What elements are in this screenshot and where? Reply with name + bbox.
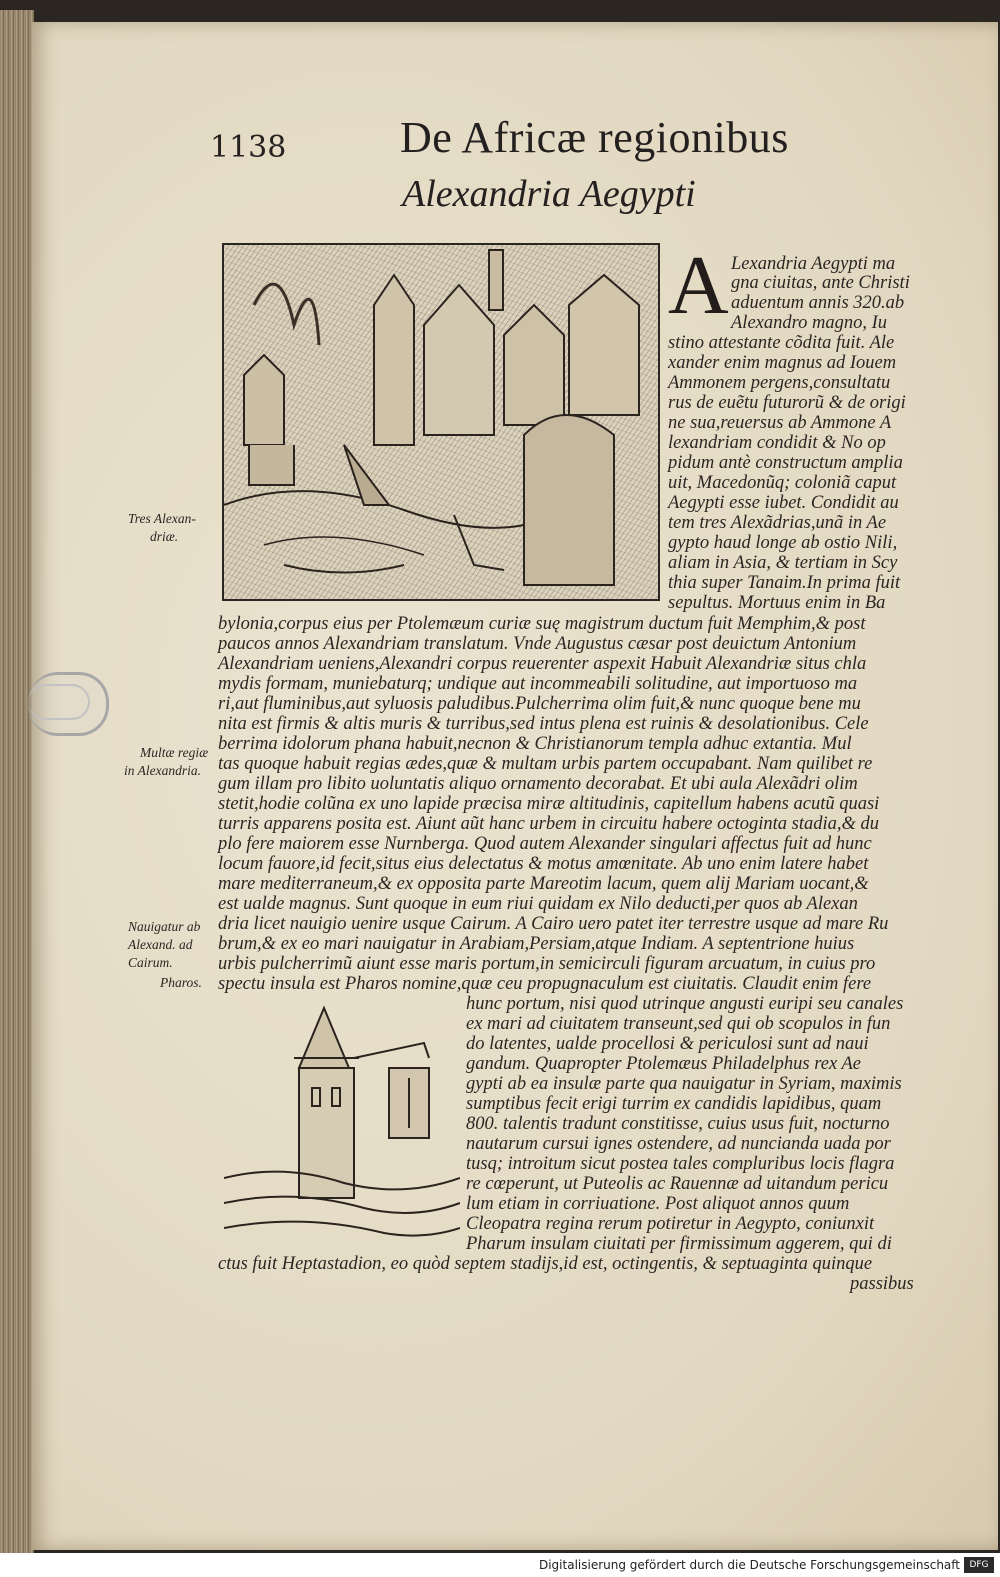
text-line: spectu insula est Pharos nomine,quæ ceu propugnaculum est ciuitatis. Claudit enim fere (218, 974, 872, 994)
text-line: aduentum annis 320.ab (731, 293, 905, 313)
text-line: ri,aut fluminibus,aut syluosis paludibus.Pulcherrima olim fuit,& nunc quoque bene mu (218, 694, 861, 714)
text-line: gypto haud longe ab ostio Nili, (668, 533, 898, 553)
text-line: Pharum insulam ciuitati per firmissimum aggerem, qui di (466, 1234, 892, 1254)
text-line: Alexandro magno, Iu (731, 313, 888, 333)
marginal-note: Tres Alexan- (128, 511, 196, 526)
marginal-note: Cairum. (128, 955, 173, 970)
text-line: Cleopatra regina rerum potiretur in Aegypto, coniunxit (466, 1214, 875, 1234)
text-line: stetit,hodie colũna ex uno lapide præcisa miræ altitudinis, capitellum habens acutũ quasi (218, 794, 880, 814)
text-line: xander enim magnus ad Iouem (668, 353, 897, 373)
text-line: berrima idolorum phana habuit,necnon & Christianorum templa adhuc extantia. Mul (218, 734, 852, 754)
paper-clip-inner (28, 684, 90, 720)
text-line: hunc portum, nisi quod utrinque angusti euripi seu canales (466, 994, 904, 1014)
running-head: De Africæ regionibus (400, 113, 789, 162)
marginal-note: Nauigatur ab (128, 919, 201, 934)
text-line: uit, Macedonũq; coloniã caput (668, 473, 897, 493)
text-line: dria licet nauigio uenire usque Cairum. A Cairo uero patet iter terrestre usque ad mare Ru (218, 914, 889, 934)
marginal-note: driæ. (150, 529, 179, 544)
book-edge (0, 10, 34, 1555)
footer-credit: Digitalisierung gefördert durch die Deutsche Forschungsgemeinschaft (538, 1558, 960, 1572)
text-line: Aegypti esse iubet. Condidit au (668, 493, 899, 513)
text-line: Alexandriam ueniens,Alexandri corpus reuerenter aspexit Habuit Alexandriæ situs chla (218, 654, 867, 674)
text-line: tas quoque habuit regias ædes,quæ & multam urbis partem occupabant. Nam quilibet re (218, 754, 873, 774)
marginal-note: Pharos. (160, 975, 202, 990)
text-line: sumptibus fecit erigi turrim ex candidis lapidibus, quam (466, 1094, 882, 1114)
text-line: lexandriam condidit & No op (668, 433, 886, 453)
text-line: brum,& ex eo mari nauigatur in Arabiam,Persiam,atque Indiam. A septentrione huius (218, 934, 855, 954)
text-line: mare mediterraneum,& ex opposita parte Mareotim lacum, quem alij Mariam uocant,& (218, 874, 869, 894)
footer-bar (0, 1553, 1000, 1577)
dfg-logo-icon: DFG (964, 1557, 994, 1573)
text-line: Ammonem pergens,consultatu (668, 373, 891, 393)
text-line: rus de euẽtu futurorũ & de origi (668, 393, 906, 413)
text-line: gum illam pro libito uoluntatis aliquo ornamento decorabat. Et ubi aula Alexãdri olim (218, 774, 858, 794)
page-number: 1138 (210, 130, 287, 165)
text-line: do latentes, ualde procellosi & periculosi sunt ad naui (466, 1034, 869, 1054)
text-line: ctus fuit Heptastadion, eo quòd septem stadijs,id est, octingentis, & septuaginta quinque (218, 1254, 873, 1274)
text-line: paucos annos Alexandriam translatum. Vnde Augustus cæsar post deuictum Antonium (218, 634, 857, 654)
text-line: nita est firmis & altis muris & turribus,sed intus plena est ruinis & desolationibus. Cele (218, 714, 869, 734)
text-line: thia super Tanaim.In prima fuit (668, 573, 901, 593)
text-line: gypti ab ea insulæ parte qua nauigatur in Syriam, maximis (466, 1074, 902, 1094)
text-line: bylonia,corpus eius per Ptolemæum curiæ suę magistrum ductum fuit Memphim,& post (218, 614, 866, 634)
text-line: plo fere maiorem esse Nurnberga. Quod autem Alexander singulari affectus fuit ad hunc (218, 834, 872, 854)
text-line: tem tres Alexãdrias,unã in Ae (668, 513, 887, 533)
woodcut-alexandria-view (222, 243, 660, 601)
text-line: turris apparens posita est. Aiunt aũt hanc urbem in circuitu habere octoginta stadia,& du (218, 814, 880, 834)
text-line: stino attestante cõdita fuit. Ale (668, 333, 895, 353)
text-line: pidum antè constructum amplia (668, 453, 903, 473)
text-line: passibus (850, 1274, 914, 1294)
text-line: lum etiam in corriuatione. Post aliquot annos quum (466, 1194, 850, 1214)
text-line: ne sua,reuersus ab Ammone A (668, 413, 892, 433)
marginal-note: Alexand. ad (128, 937, 193, 952)
text-line: 800. talentis tradunt constitisse, cuius usus fuit, nocturno (466, 1114, 890, 1134)
text-line: re cœperunt, ut Puteolis ac Rauennæ ad uitandum pericu (466, 1174, 889, 1194)
text-line: urbis pulcherrimũ aiunt esse maris portum,in semicirculi figuram arcuatum, in cuius pro (218, 954, 876, 974)
text-line: est ualde magnus. Sunt quoque in eum riui quidam ex Nilo deducti,per quos ab Alexan (218, 894, 858, 914)
woodcut-pharos-tower (224, 998, 460, 1250)
text-line: aliam in Asia, & tertiam in Scy (668, 553, 898, 573)
text-line: Lexandria Aegypti ma (731, 254, 896, 274)
text-line: ex mari ad ciuitatem transeunt,sed qui ob scopulos in fun (466, 1014, 891, 1034)
text-line: sepultus. Mortuus enim in Ba (668, 593, 886, 613)
text-line: locum fauore,id fecit,situs eius delectatus & motus amœnitate. Ab uno enim latere habet (218, 854, 869, 874)
text-line: mydis formam, muniebaturq; undique aut incommeabili solitudine, aut importuoso ma (218, 674, 858, 694)
text-line: tusq; introitum sicut postea tales compluribus locis flagra (466, 1154, 895, 1174)
text-line: gandum. Quapropter Ptolemæus Philadelphus rex Ae (466, 1054, 861, 1074)
text-line: nautarum cursui ignes ostendere, ad nunciandа uada por (466, 1134, 891, 1154)
marginal-note: Multæ regiæ (140, 745, 209, 760)
drop-cap: A (668, 239, 729, 332)
marginal-note: in Alexandria. (124, 763, 201, 778)
section-title: Alexandria Aegypti (402, 173, 696, 215)
text-line: gna ciuitas, ante Christi (731, 273, 910, 293)
